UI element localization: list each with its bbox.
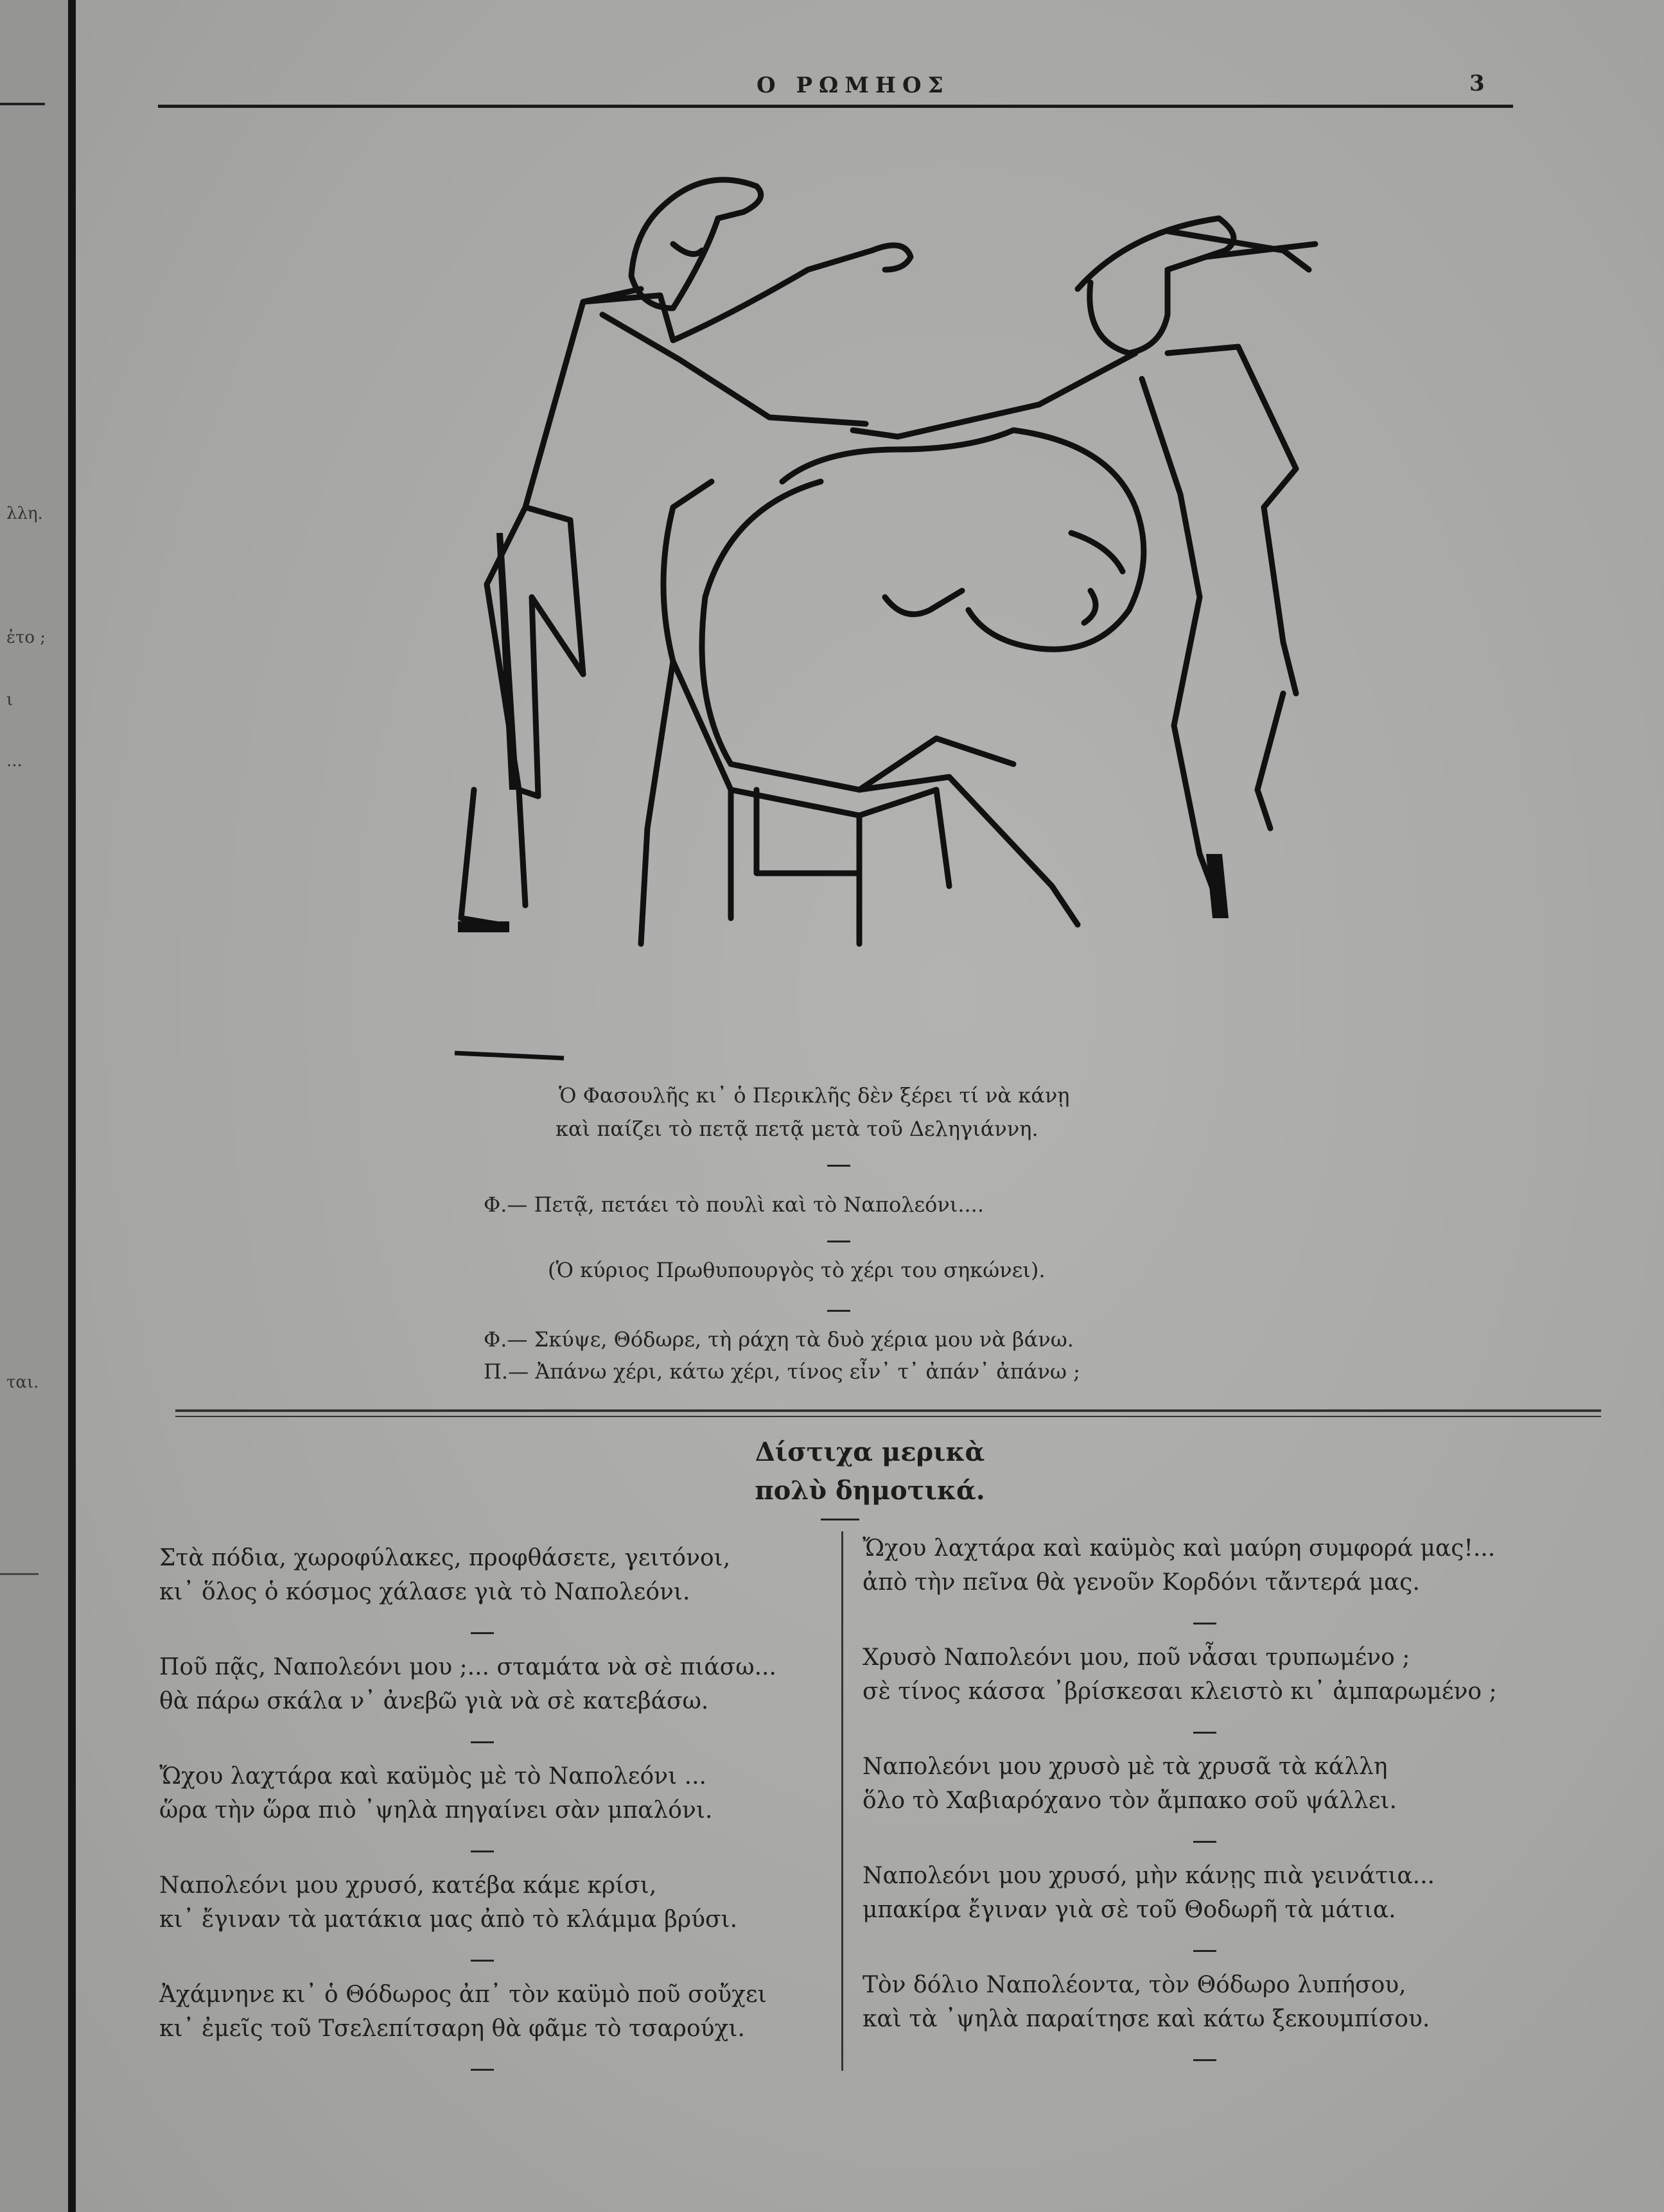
previous-page-fragment: λλη. bbox=[6, 504, 43, 523]
separator-dash bbox=[1193, 1950, 1216, 1952]
couplet bbox=[159, 1650, 776, 1718]
verse-line: Χρυσὸ Ναπολεόνι μου, ποῦ νἆσαι τρυπωμένο ; bbox=[863, 1644, 1410, 1671]
previous-page-fragment: ἐτο ; bbox=[6, 628, 46, 647]
separator-dash bbox=[471, 2069, 494, 2071]
previous-page-edge bbox=[0, 0, 69, 2212]
separator-dash bbox=[471, 1960, 494, 1962]
verse-line: Ὤχου λαχτάρα καὶ καϋμὸς καὶ μαύρη συμφορά μας!... bbox=[863, 1535, 1496, 1562]
verse-line: καὶ τὰ ᾽ψηλὰ παραίτησε καὶ κάτω ξεκουμπίσου. bbox=[863, 2006, 1430, 2032]
verse-line: ὅλο τὸ Χαβιαρόχανο τὸν ἄμπακο σοῦ ψάλλει. bbox=[863, 1788, 1397, 1814]
verse-line: Ναπολεόνι μου χρυσό, κατέβα κάμε κρίσι, bbox=[159, 1872, 657, 1899]
verse-line: Ναπολεόνι μου χρυσό, μὴν κάνῃς πιὰ γεινάτια... bbox=[863, 1863, 1435, 1889]
separator-dash bbox=[471, 1741, 494, 1743]
couplet bbox=[159, 1541, 730, 1609]
separator-dash bbox=[821, 1519, 859, 1520]
previous-page-fragment: ι bbox=[6, 690, 13, 710]
couplet bbox=[159, 1868, 737, 1937]
newspaper-title: Ο ΡΩΜΗΟΣ bbox=[757, 73, 950, 98]
couplet bbox=[863, 1531, 1495, 1599]
couplet bbox=[863, 1750, 1397, 1818]
header-rule bbox=[158, 105, 1513, 108]
verse-line: σὲ τίνος κάσσα ᾽βρίσκεσαι κλειστὸ κι᾽ ἀμπαρωμένο ; bbox=[863, 1678, 1497, 1705]
verse-line: κι᾽ ἔγιναν τὰ ματάκια μας ἀπὸ τὸ κλάμμα βρύσι. bbox=[159, 1906, 738, 1933]
verse-line: θὰ πάρω σκάλα ν᾽ ἀνεβῶ γιὰ νὰ σὲ κατεβάσω. bbox=[159, 1688, 709, 1714]
separator-dash bbox=[827, 1310, 850, 1312]
separator-dash bbox=[827, 1165, 850, 1167]
section-rule bbox=[175, 1416, 1601, 1417]
column-divider bbox=[841, 1531, 843, 2071]
verse-line: Τὸν δόλιο Ναπολέοντα, τὸν Θόδωρο λυπήσου, bbox=[863, 1972, 1406, 1998]
couplet bbox=[863, 1859, 1435, 1927]
separator-dash bbox=[471, 1632, 494, 1634]
newspaper-page bbox=[76, 0, 1664, 2212]
separator-dash bbox=[1193, 1732, 1216, 1734]
caption-line: Φ.— Σκύψε, Θόδωρε, τὴ ράχη τὰ δυὸ χέρια μου νὰ βάνω. bbox=[484, 1327, 1074, 1352]
verse-line: ἀπὸ τὴν πεῖνα θὰ γενοῦν Κορδόνι τἄντερά μας. bbox=[863, 1569, 1420, 1596]
verse-line: Στὰ πόδια, χωροφύλακες, προφθάσετε, γειτόνοι, bbox=[159, 1545, 731, 1571]
caption-line: Ὁ Φασουλῆς κι᾽ ὁ Περικλῆς δὲν ξέρει τί νὰ κάνῃ bbox=[559, 1083, 1070, 1108]
poem-right-column bbox=[863, 1531, 1601, 2077]
verse-line: Ποῦ πᾷς, Ναπολεόνι μου ;... σταμάτα νὰ σὲ πιάσω... bbox=[159, 1654, 776, 1680]
couplet bbox=[863, 1641, 1497, 1709]
cartoon-illustration bbox=[371, 148, 1392, 1072]
separator-dash bbox=[471, 1851, 494, 1852]
poem-left-column bbox=[159, 1541, 834, 2087]
page-number: 3 bbox=[1469, 71, 1485, 96]
poem-title bbox=[76, 1433, 1664, 1510]
verse-line: Ὤχου λαχτάρα καὶ καϋμὸς μὲ τὸ Ναπολεόνι ... bbox=[159, 1763, 706, 1790]
verse-line: Ἀχάμνηνε κι᾽ ὁ Θόδωρος ἀπ᾽ τὸν καϋμὸ ποῦ σοὔχει bbox=[159, 1981, 767, 2008]
previous-page-fragment: ... bbox=[6, 751, 22, 771]
verse-line: κι᾽ ὅλος ὁ κόσμος χάλασε γιὰ τὸ Ναπολεόνι. bbox=[159, 1579, 690, 1605]
verse-line: ὥρα τὴν ὥρα πιὸ ᾽ψηλὰ πηγαίνει σὰν μπαλόνι. bbox=[159, 1797, 713, 1824]
poem-title-line: πολὺ δημοτικά. bbox=[755, 1476, 985, 1506]
separator-dash bbox=[827, 1241, 850, 1242]
couplet bbox=[863, 1968, 1430, 2036]
verse-line: Ναπολεόνι μου χρυσὸ μὲ τὰ χρυσᾶ τὰ κάλλη bbox=[863, 1754, 1388, 1780]
caption-line: Φ.— Πετᾷ, πετάει τὸ πουλὶ καὶ τὸ Ναπολεόνι.... bbox=[484, 1192, 985, 1217]
separator-dash bbox=[1193, 1623, 1216, 1624]
couplet bbox=[159, 1759, 712, 1827]
page-header bbox=[76, 61, 1664, 112]
caption-line: καὶ παίζει τὸ πετᾷ πετᾷ μετὰ τοῦ Δεληγιάννη. bbox=[556, 1117, 1038, 1141]
section-rule bbox=[175, 1409, 1601, 1412]
couplet bbox=[159, 1978, 767, 2046]
separator-dash bbox=[1193, 2059, 1216, 2061]
separator-dash bbox=[1193, 1841, 1216, 1843]
caption-line: Π.— Ἀπάνω χέρι, κάτω χέρι, τίνος εἶν᾽ τ᾽ ἀπάν᾽ ἀπάνω ; bbox=[484, 1359, 1080, 1384]
verse-line: μπακίρα ἔγιναν γιὰ σὲ τοῦ Θοδωρῆ τὰ μάτια. bbox=[863, 1897, 1396, 1923]
caption-line: (Ὁ κύριος Πρωθυπουργὸς τὸ χέρι του σηκώνει). bbox=[548, 1258, 1046, 1282]
poem-title-line: Δίστιχα μερικὰ bbox=[755, 1437, 985, 1467]
verse-line: κι᾽ ἐμεῖς τοῦ Τσελεπίτσαρη θὰ φᾶμε τὸ τσαρούχι. bbox=[159, 2016, 745, 2042]
previous-page-fragment: ται. bbox=[6, 1373, 39, 1392]
